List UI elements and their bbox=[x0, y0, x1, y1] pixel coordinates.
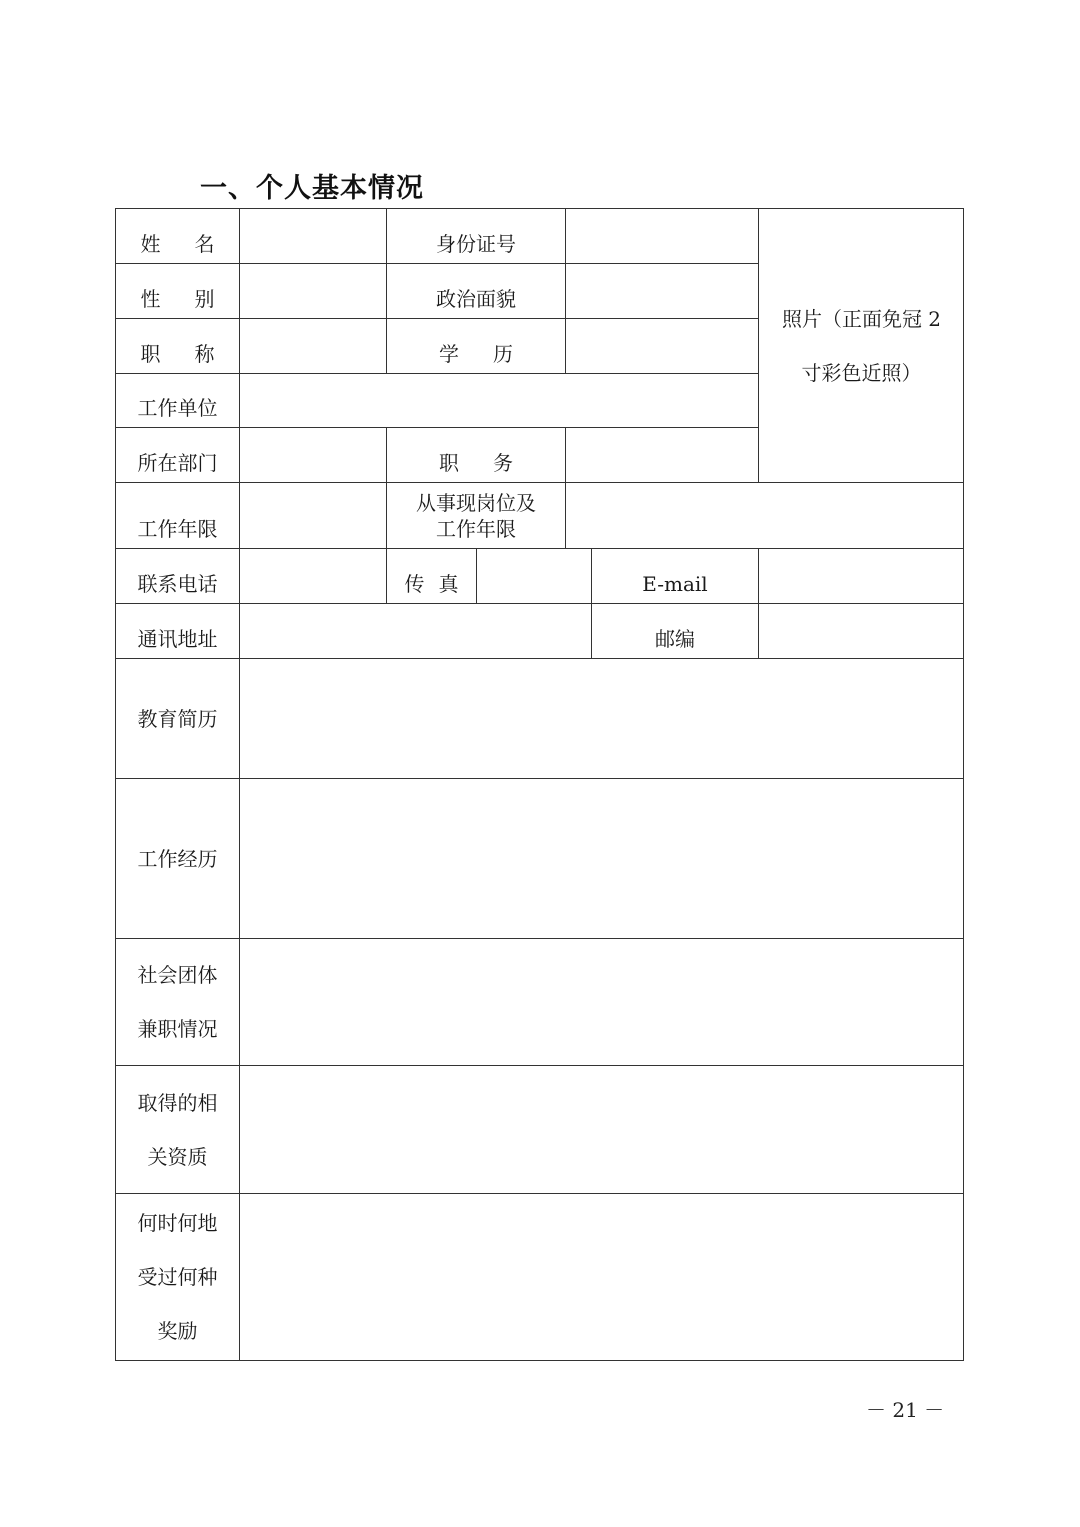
awards-line-1: 何时何地 bbox=[137, 1211, 218, 1235]
awards-line-3: 奖励 bbox=[157, 1319, 198, 1343]
education-history-field[interactable] bbox=[240, 659, 964, 779]
personal-info-form bbox=[115, 208, 964, 1361]
political-status-field[interactable] bbox=[566, 264, 759, 319]
department-label: 所在部门 bbox=[116, 428, 240, 483]
work-history-field[interactable] bbox=[240, 779, 964, 939]
current-post-line-1: 从事现岗位及 bbox=[416, 490, 536, 515]
photo-instruction-line-1: 照片（正面免冠 2 bbox=[781, 306, 942, 331]
gender-label-char-2: 别 bbox=[194, 287, 215, 311]
education-level-char-1: 学 bbox=[439, 342, 459, 366]
qualifications-label bbox=[116, 1066, 240, 1194]
education-level-field[interactable] bbox=[566, 319, 759, 374]
phone-label: 联系电话 bbox=[116, 549, 240, 604]
fax-label-char-1: 传 bbox=[404, 572, 425, 596]
social-positions-line-2: 兼职情况 bbox=[137, 1017, 218, 1041]
email-field[interactable] bbox=[759, 549, 964, 604]
professional-title-char-2: 称 bbox=[194, 342, 215, 366]
employer-label: 工作单位 bbox=[116, 374, 240, 428]
professional-title-field[interactable] bbox=[240, 319, 387, 374]
social-positions-line-1: 社会团体 bbox=[137, 963, 218, 987]
name-label-char-1: 姓 bbox=[140, 232, 161, 256]
social-positions-field[interactable] bbox=[240, 939, 964, 1066]
page-number: － 21 － bbox=[866, 1398, 945, 1422]
photo-instruction-line-2: 寸彩色近照） bbox=[801, 360, 922, 385]
employer-field[interactable] bbox=[240, 374, 759, 428]
photo-area[interactable] bbox=[759, 209, 964, 483]
position-label bbox=[387, 428, 566, 483]
position-field[interactable] bbox=[566, 428, 759, 483]
gender-label bbox=[116, 264, 240, 319]
fax-field[interactable] bbox=[477, 549, 592, 604]
current-post-line-2: 工作年限 bbox=[436, 516, 516, 541]
name-field[interactable] bbox=[240, 209, 387, 264]
phone-field[interactable] bbox=[240, 549, 387, 604]
postcode-label: 邮编 bbox=[592, 604, 759, 659]
work-years-field[interactable] bbox=[240, 483, 387, 549]
awards-label bbox=[116, 1194, 240, 1360]
education-level-label bbox=[387, 319, 566, 374]
current-post-years-label bbox=[387, 483, 566, 549]
work-history-label: 工作经历 bbox=[116, 779, 240, 939]
education-level-char-2: 历 bbox=[493, 342, 513, 366]
gender-field[interactable] bbox=[240, 264, 387, 319]
fax-label-char-2: 真 bbox=[438, 572, 459, 596]
professional-title-char-1: 职 bbox=[140, 342, 161, 366]
id-number-field[interactable] bbox=[566, 209, 759, 264]
education-history-label: 教育简历 bbox=[116, 659, 240, 779]
postcode-field[interactable] bbox=[759, 604, 964, 659]
political-status-label: 政治面貌 bbox=[387, 264, 566, 319]
fax-label bbox=[387, 549, 477, 604]
position-label-char-1: 职 bbox=[439, 451, 459, 475]
email-label: E-mail bbox=[592, 549, 759, 604]
qualifications-line-1: 取得的相 bbox=[137, 1090, 218, 1115]
professional-title-label bbox=[116, 319, 240, 374]
qualifications-line-2: 关资质 bbox=[147, 1144, 208, 1169]
gender-label-char-1: 性 bbox=[140, 287, 161, 311]
qualifications-field[interactable] bbox=[240, 1066, 964, 1194]
department-field[interactable] bbox=[240, 428, 387, 483]
work-years-label: 工作年限 bbox=[116, 483, 240, 549]
position-label-char-2: 务 bbox=[493, 451, 513, 475]
address-label: 通讯地址 bbox=[116, 604, 240, 659]
awards-field[interactable] bbox=[240, 1194, 964, 1360]
address-field[interactable] bbox=[240, 604, 592, 659]
name-label bbox=[116, 209, 240, 264]
awards-line-2: 受过何种 bbox=[137, 1265, 218, 1289]
current-post-years-field[interactable] bbox=[566, 483, 964, 549]
name-label-char-2: 名 bbox=[194, 232, 215, 256]
social-positions-label bbox=[116, 939, 240, 1066]
id-number-label: 身份证号 bbox=[387, 209, 566, 264]
section-title: 一、个人基本情况 bbox=[200, 173, 424, 204]
